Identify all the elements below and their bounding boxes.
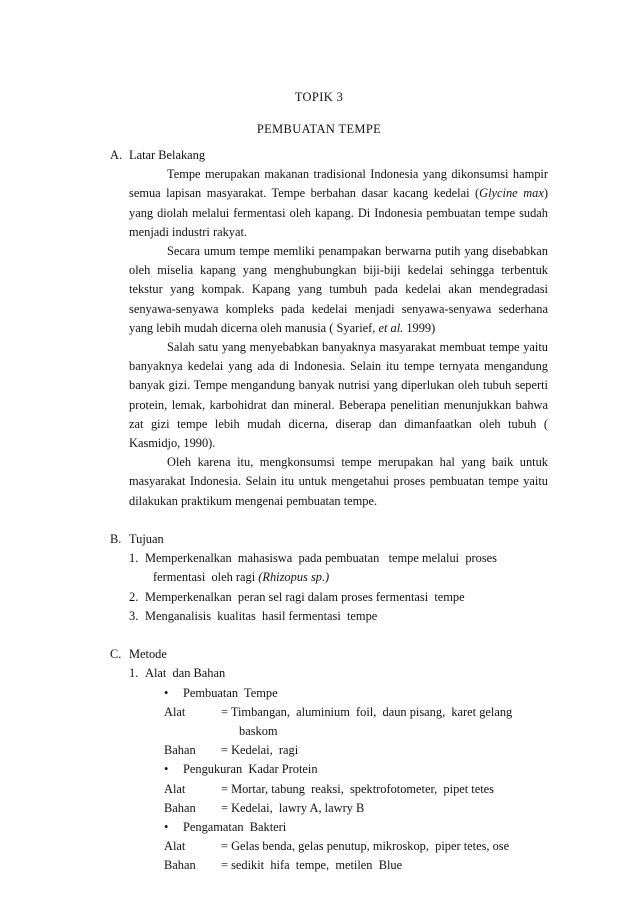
objective-1-species: (Rhizopus sp.) <box>258 570 330 585</box>
row-value: = Mortar, tabung reaksi, spektrofotometer, pipet tetes <box>221 781 495 796</box>
row-key: Alat <box>164 781 186 796</box>
section-a-title: Latar Belakang <box>129 148 206 162</box>
group-3-title: Pengamatan Bakteri <box>183 820 287 835</box>
row-key: Alat <box>164 704 186 719</box>
row-value: = Gelas benda, gelas penutup, mikroskop, piper tetes, ose <box>221 839 510 854</box>
paragraph-4: Oleh karena itu, mengkonsumsi tempe merupakan hal yang baik untuk masyarakat Indonesia. Selain itu untuk mengetahui proses pembuatan tempe yaitu dilakukan praktikum mengenai pembuatan tempe. <box>129 455 548 508</box>
group-2-title: Pengukuran Kadar Protein <box>183 762 318 777</box>
objective-2-text: Memperkenalkan peran sel ragi dalam proses fermentasi tempe <box>145 589 465 604</box>
paragraph-1-species: Glycine max <box>479 186 544 201</box>
objective-1-line-1: Memperkenalkan mahasiswa pada pembuatan tempe melalui proses <box>145 551 497 566</box>
materials-row <box>164 856 548 875</box>
paragraph-3: Salah satu yang menyebabkan banyaknya masyarakat membuat tempe yaitu banyaknya kedelai yang ada di Indonesia. Selain itu tempe ternyata mengandung banyak gizi. Tempe mengandung banyak nutrisi yang diperlukan oleh tubuh seperti protein, lemak, karbohidrat dan mineral. Beberapa penelitian menunjukkan bahwa zat gizi tempe lebih mudah dicerna, diserap dan dimanfaatkan oleh tubuh ( Kasmidjo, 1990). <box>129 340 548 451</box>
list-item <box>129 607 548 626</box>
row-value: = Kedelai, ragi <box>221 743 299 758</box>
list-number: 1. <box>129 551 139 566</box>
method-1-text: Alat dan Bahan <box>145 666 226 681</box>
objective-1-line-2: fermentasi oleh ragi <box>153 570 259 585</box>
objectives-list <box>129 549 548 626</box>
section-b-title: Tujuan <box>129 532 164 547</box>
materials-row <box>164 799 548 818</box>
page-title: PEMBUATAN TEMPE <box>256 122 382 136</box>
row-value: = Timbangan, aluminium foil, daun pisang, karet gelang <box>221 704 513 719</box>
row-key: Bahan <box>164 858 196 873</box>
row-value: = sedikit hifa tempe, metilen Blue <box>221 858 403 873</box>
topic-label: TOPIK 3 <box>294 90 344 104</box>
row-key: Bahan <box>164 800 196 815</box>
spacer <box>110 511 548 530</box>
list-item <box>129 664 548 683</box>
equipment-row <box>164 780 548 799</box>
section-a-heading <box>110 146 548 165</box>
paragraph-2-citation-italic: et al. <box>378 320 404 335</box>
list-number: 3. <box>129 608 139 623</box>
paragraph-1-text-a: Tempe merupakan makanan tradisional Indonesia yang dikonsumsi hampir semua lapisan masyarakat. Tempe berbahan dasar kacang kedelai ( <box>129 167 548 201</box>
section-c-title: Metode <box>129 647 167 662</box>
row-value-continuation: baskom <box>239 724 278 739</box>
materials-list <box>164 684 548 876</box>
equipment-row <box>164 837 548 856</box>
section-c-heading <box>110 645 548 664</box>
paragraph-2 <box>129 242 548 338</box>
section-b-letter: B. <box>110 532 122 547</box>
document-body <box>110 146 548 876</box>
bullet-icon: • <box>164 820 169 835</box>
paragraph-1 <box>129 165 548 242</box>
paragraph-1-text-b: ) yang diolah melalui fermentasi oleh kapang. Di Indonesia pembuatan tempe sudah menjadi industri rakyat. <box>129 186 548 239</box>
paragraph-2-text-a: Secara umum tempe memliki penampakan berwarna putih yang disebabkan oleh miselia kapang yang menghubungkan biji-biji kedelai sehingga terbentuk tekstur yang kompak. Kapang yang tumbuh pada kedelai akan mendegradasi senyawa-senyawa kompleks pada kedelai menjadi senyawa-senyawa sederhana yang lebih mudah dicerna oleh manusia ( Syarief, <box>129 244 548 335</box>
method-list <box>129 664 548 875</box>
bullet-item <box>164 760 548 779</box>
section-c-letter: C. <box>110 647 122 662</box>
section-b-heading <box>110 530 548 549</box>
list-item <box>129 549 548 587</box>
group-1-title: Pembuatan Tempe <box>183 685 278 700</box>
list-number: 1. <box>129 666 139 681</box>
bullet-item <box>164 818 548 837</box>
materials-row <box>164 741 548 760</box>
bullet-icon: • <box>164 685 169 700</box>
paragraph-2-text-b: 1999) <box>403 320 436 335</box>
section-a-letter: A. <box>110 148 123 162</box>
list-number: 2. <box>129 589 139 604</box>
equipment-row <box>164 703 548 722</box>
spacer <box>110 626 548 645</box>
row-key: Alat <box>164 839 186 854</box>
row-key: Bahan <box>164 743 196 758</box>
bullet-icon: • <box>164 762 169 777</box>
bullet-item <box>164 684 548 703</box>
row-value: = Kedelai, lawry A, lawry B <box>221 800 365 815</box>
list-item <box>129 588 548 607</box>
objective-3-text: Menganalisis kualitas hasil fermentasi tempe <box>145 608 378 623</box>
